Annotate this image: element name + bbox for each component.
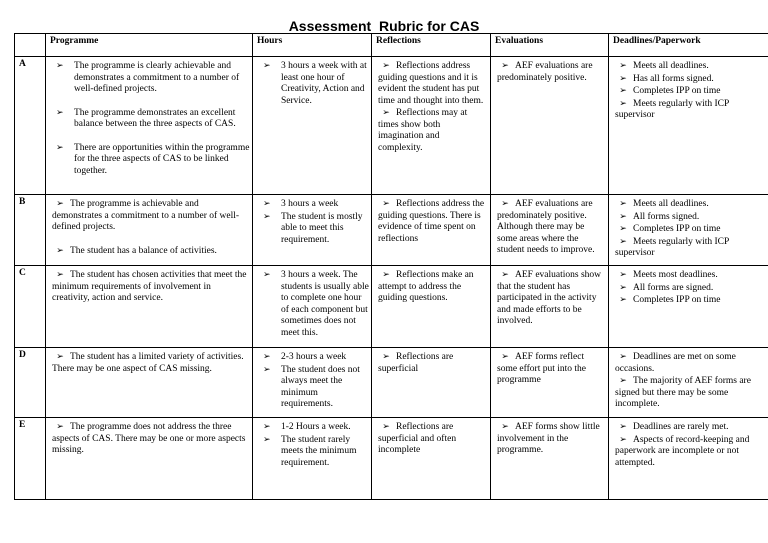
bullet-arrow-icon: ➢ — [382, 60, 390, 70]
list-item: ➢ 3 hours a week — [263, 198, 339, 209]
bullet-arrow-icon: ➢ — [619, 198, 627, 208]
bullet-arrow-icon: ➢ — [619, 60, 627, 70]
hours-cell — [253, 418, 372, 500]
reflections-cell — [372, 266, 491, 348]
programme-cell — [46, 348, 253, 418]
bullet-arrow-icon: ➢ — [619, 281, 627, 292]
list-item: ➢ The student rarely meets the minimum requirement. — [263, 433, 357, 468]
bullet-arrow-icon: ➢ — [619, 351, 627, 361]
list-item: ➢ Completes IPP on time — [615, 223, 766, 236]
list-item: ➢ The student is mostly able to meet this requirement. — [263, 210, 363, 245]
bullet-arrow-icon: ➢ — [619, 97, 627, 108]
bullet-arrow-icon: ➢ — [619, 421, 627, 431]
list-item: ➢ Reflections are superficial and often incomplete — [378, 421, 457, 455]
bullet-arrow-icon: ➢ — [56, 198, 64, 208]
grade-label: C — [15, 266, 46, 348]
deadlines-cell — [609, 266, 768, 348]
bullet-arrow-icon: ➢ — [56, 106, 64, 117]
bullet-arrow-icon: ➢ — [382, 421, 390, 431]
deadlines-cell — [609, 57, 768, 195]
rubric-row-a — [15, 57, 768, 195]
list-item: ➢ AEF evaluations are predominately positive. Although there may be some areas where the student needs to improve. — [497, 198, 595, 255]
list-item: ➢ The programme demonstrates an excellent balance between the three aspects of CAS. — [56, 106, 236, 129]
list-item: ➢ AEF evaluations show that the student has participated in the activity and made efforts to be involved. — [497, 269, 602, 326]
bullet-arrow-icon: ➢ — [501, 269, 509, 279]
rubric-row-c — [15, 266, 768, 348]
bullet-arrow-icon: ➢ — [619, 433, 627, 444]
list-item: ➢ The programme does not address the three aspects of CAS. There may be one or more aspects missing. — [52, 421, 246, 455]
list-item: ➢ Deadlines are rarely met. — [615, 421, 766, 434]
grade-label: D — [15, 348, 46, 418]
bullet-arrow-icon: ➢ — [263, 433, 271, 444]
list-item: ➢ Has all forms signed. — [615, 73, 766, 86]
bullet-arrow-icon: ➢ — [619, 72, 627, 83]
list-item: ➢ Meets all deadlines. — [615, 198, 766, 211]
list-item: ➢ Meets regularly with ICP supervisor — [615, 235, 729, 258]
programme-cell — [46, 57, 253, 195]
list-item: ➢ AEF evaluations are predominately positive. — [497, 60, 593, 83]
list-item: ➢ 1-2 Hours a week. — [263, 421, 351, 432]
list-item: ➢ Deadlines are met on some occasions. — [615, 351, 736, 374]
bullet-arrow-icon: ➢ — [56, 269, 64, 279]
bullet-arrow-icon: ➢ — [263, 210, 271, 221]
bullet-arrow-icon: ➢ — [382, 269, 390, 279]
list-item: ➢ AEF forms reflect some effort put into the programme — [497, 351, 587, 385]
list-item: ➢ Reflections are superficial — [378, 351, 454, 374]
list-item: ➢ Reflections address the guiding questions. There is evidence of time spent on reflections — [378, 198, 485, 244]
deadlines-cell — [609, 195, 768, 266]
bullet-arrow-icon: ➢ — [501, 198, 509, 208]
bullet-arrow-icon: ➢ — [619, 85, 627, 95]
hours-cell — [253, 57, 372, 195]
rubric-row-e — [15, 418, 768, 500]
reflections-cell — [372, 348, 491, 418]
evaluations-cell — [491, 57, 609, 195]
grade-label: B — [15, 195, 46, 266]
programme-cell — [46, 418, 253, 500]
hours-cell — [253, 348, 372, 418]
deadlines-cell — [609, 348, 768, 418]
list-item: ➢ The student does not always meet the minimum requirements. — [263, 363, 360, 409]
bullet-arrow-icon: ➢ — [263, 421, 271, 431]
rubric-row-d — [15, 348, 768, 418]
reflections-cell — [372, 57, 491, 195]
bullet-arrow-icon: ➢ — [619, 210, 627, 221]
list-item: ➢ 3 hours a week with at least one hour of Creativity, Action and Service. — [263, 60, 367, 106]
page-title: Assessment Rubric for CAS — [288, 18, 480, 34]
evaluations-cell — [491, 266, 609, 348]
header-reflections: Reflections — [372, 34, 491, 57]
bullet-arrow-icon: ➢ — [56, 60, 64, 70]
bullet-arrow-icon: ➢ — [619, 375, 627, 385]
bullet-arrow-icon: ➢ — [501, 421, 509, 431]
reflections-cell — [372, 195, 491, 266]
programme-cell — [46, 266, 253, 348]
list-item: ➢ Meets all deadlines. — [615, 60, 766, 73]
list-item: ➢ The student has chosen activities that meet the minimum requirements of involvement in creativity, action and service. — [52, 269, 247, 303]
list-item: ➢ The programme is clearly achievable and demonstrates a commitment to a number of well-defined projects. — [56, 60, 240, 94]
list-item: ➢ Reflections address guiding questions and it is evident the student has put time and thought into them. — [378, 60, 484, 106]
rubric-table — [14, 33, 768, 500]
list-item: ➢ All forms are signed. — [615, 282, 766, 295]
bullet-arrow-icon: ➢ — [382, 107, 390, 117]
list-item: ➢ The programme is achievable and demonstrates a commitment to a number of well-defined projects. — [52, 198, 240, 232]
header-evaluations: Evaluations — [491, 34, 609, 57]
bullet-arrow-icon: ➢ — [263, 60, 271, 70]
list-item: ➢ Completes IPP on time — [615, 85, 766, 98]
bullet-arrow-icon: ➢ — [263, 363, 271, 374]
list-item: ➢ 2-3 hours a week — [263, 351, 347, 362]
reflections-cell — [372, 418, 491, 500]
list-item: ➢ Aspects of record-keeping and paperwork are incomplete or not attempted. — [615, 433, 750, 468]
list-item: ➢ The majority of AEF forms are signed but there may be some incomplete. — [615, 375, 751, 409]
header-programme: Programme — [46, 34, 253, 57]
list-item: ➢ Completes IPP on time — [615, 294, 766, 307]
header-deadlines: Deadlines/Paperwork — [609, 34, 768, 57]
bullet-arrow-icon: ➢ — [619, 223, 627, 233]
bullet-arrow-icon: ➢ — [263, 351, 271, 361]
list-item: ➢ The student has a limited variety of activities. There may be one aspect of CAS missing. — [52, 351, 244, 374]
list-item: ➢ There are opportunities within the programme for the three aspects of CAS to be linked together. — [56, 141, 250, 176]
bullet-arrow-icon: ➢ — [619, 235, 627, 246]
header-hours: Hours — [253, 34, 372, 57]
programme-cell — [46, 195, 253, 266]
bullet-arrow-icon: ➢ — [56, 141, 64, 152]
header-grade — [15, 34, 46, 57]
bullet-arrow-icon: ➢ — [382, 198, 390, 208]
bullet-arrow-icon: ➢ — [56, 421, 64, 431]
rubric-row-b — [15, 195, 768, 266]
evaluations-cell — [491, 348, 609, 418]
list-item: ➢ Reflections may at times show both imagination and complexity. — [378, 107, 468, 153]
evaluations-cell — [491, 195, 609, 266]
list-item: ➢ AEF forms show little involvement in the programme. — [497, 421, 600, 455]
bullet-arrow-icon: ➢ — [263, 198, 271, 208]
list-item: ➢ Meets most deadlines. — [615, 269, 766, 282]
bullet-arrow-icon: ➢ — [501, 60, 509, 70]
list-item: ➢ Meets regularly with ICP supervisor — [615, 97, 729, 120]
bullet-arrow-icon: ➢ — [382, 351, 390, 361]
grade-label: A — [15, 57, 46, 195]
list-item: ➢ 3 hours a week. The students is usually able to complete one hour of each component but sometimes does not meet this. — [263, 269, 369, 338]
bullet-arrow-icon: ➢ — [56, 244, 64, 255]
header-row — [15, 34, 768, 57]
bullet-arrow-icon: ➢ — [619, 294, 627, 304]
bullet-arrow-icon: ➢ — [619, 269, 627, 279]
list-item: ➢ The student has a balance of activities. — [52, 245, 248, 258]
list-item: ➢ Reflections make an attempt to address the guiding questions. — [378, 269, 474, 303]
hours-cell — [253, 266, 372, 348]
bullet-arrow-icon: ➢ — [56, 351, 64, 361]
deadlines-cell — [609, 418, 768, 500]
grade-label: E — [15, 418, 46, 500]
bullet-arrow-icon: ➢ — [263, 269, 271, 279]
list-item: ➢ All forms signed. — [615, 211, 766, 224]
evaluations-cell — [491, 418, 609, 500]
hours-cell — [253, 195, 372, 266]
bullet-arrow-icon: ➢ — [501, 351, 509, 361]
